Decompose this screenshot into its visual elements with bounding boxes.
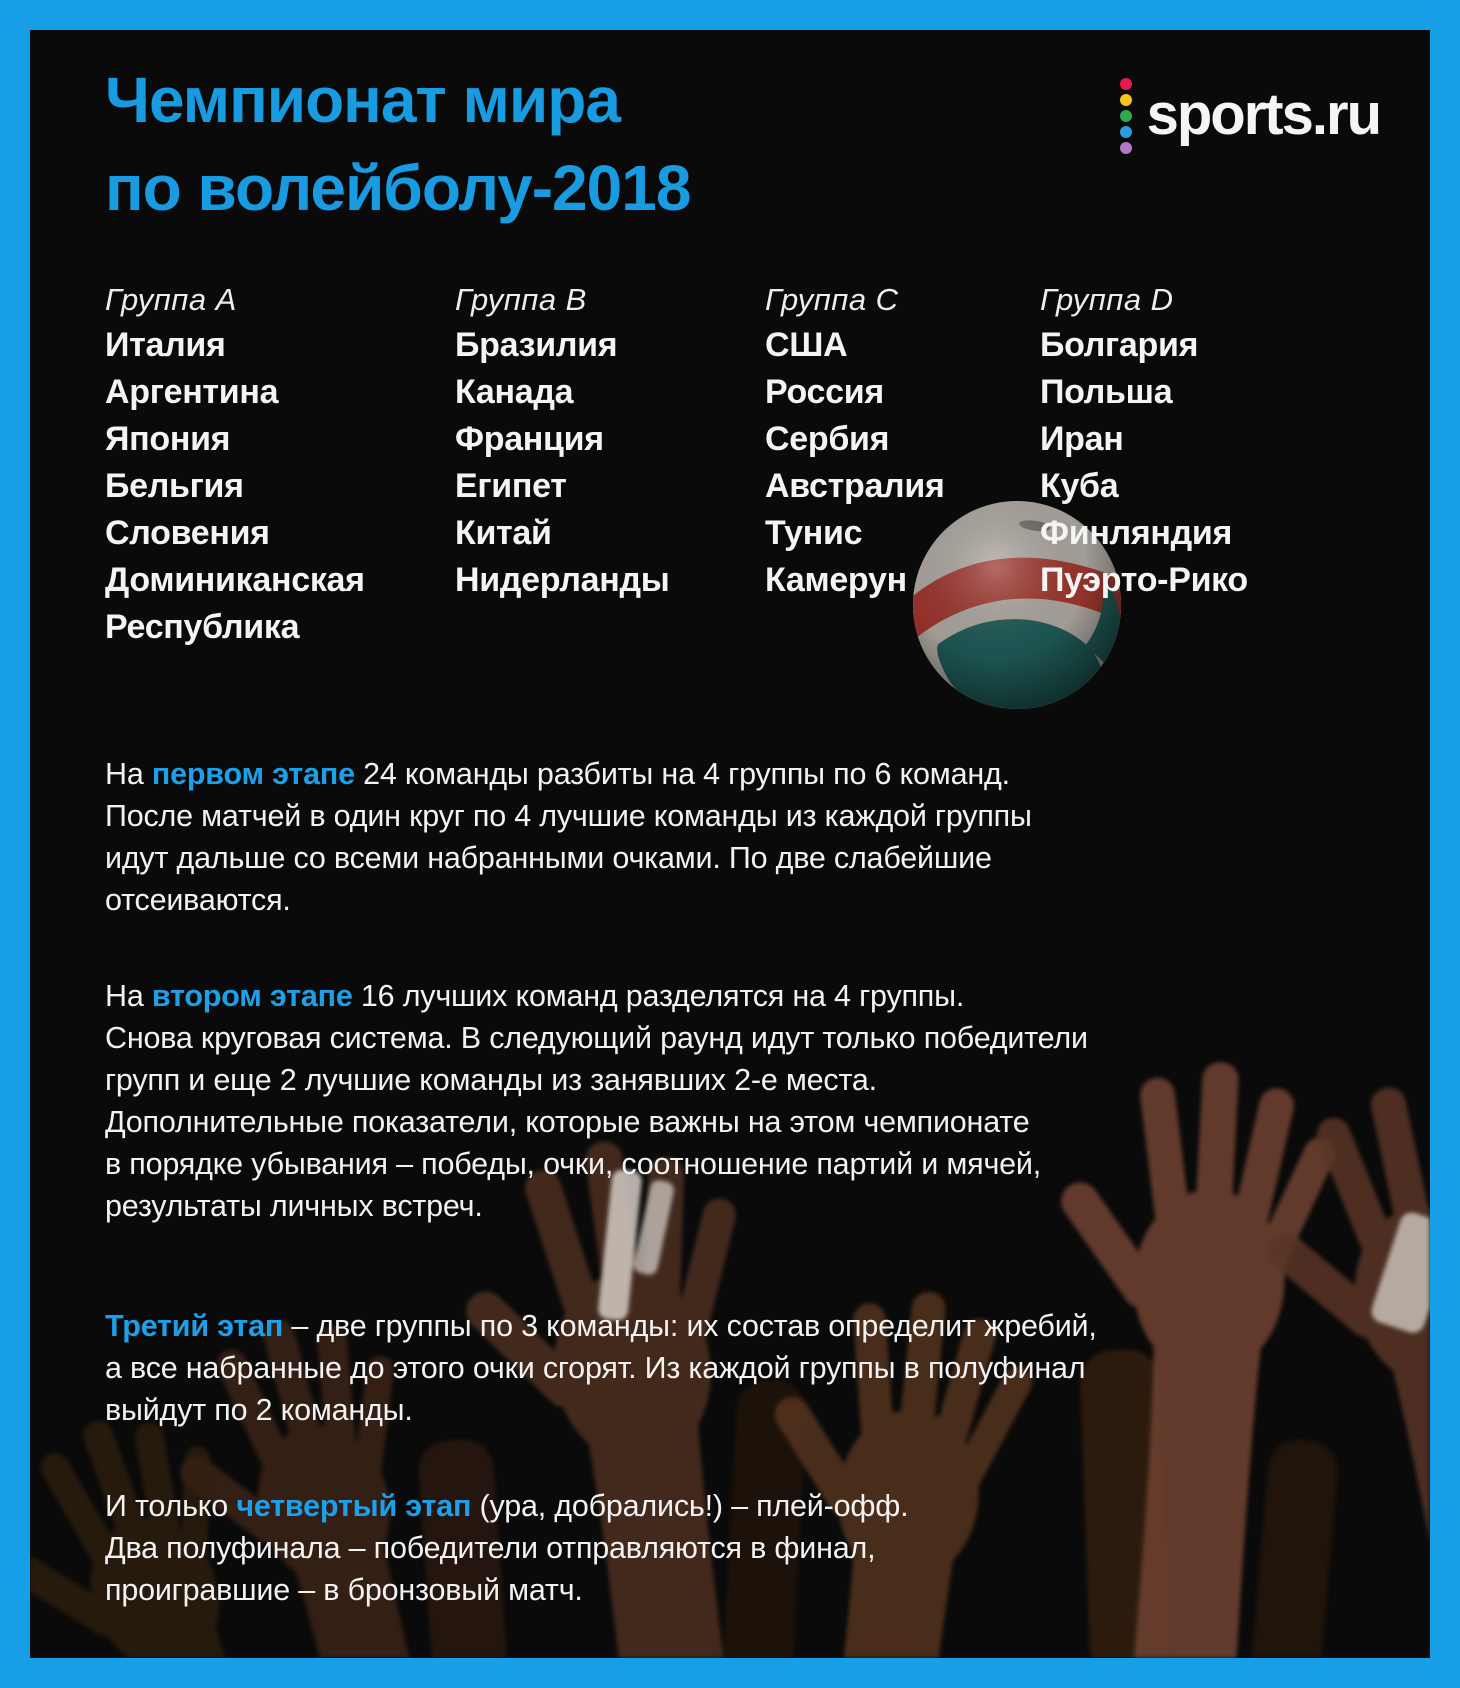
stage-text: результаты личных встреч. (105, 1189, 483, 1223)
stage-text: На (105, 757, 152, 791)
team-name: Бразилия (455, 326, 618, 364)
page-title-line2: по волейболу-2018 (105, 152, 691, 224)
stage-text: групп и еще 2 лучшие команды из занявших 2-е места. (105, 1063, 877, 1097)
team-name: Россия (765, 373, 884, 411)
stage-paragraph (105, 975, 1430, 1227)
group-column (765, 280, 1040, 651)
stage-text: а все набранные до этого очки сгорят. Из каждой группы в полуфинал (105, 1351, 1086, 1385)
team-name: Польша (1040, 373, 1173, 411)
team-name: Япония (105, 420, 231, 458)
team-name: Египет (455, 467, 567, 505)
groups-row (105, 280, 1430, 651)
sportsru-logo (1120, 76, 1380, 154)
stage-paragraph (105, 1305, 1430, 1431)
logo-dots-icon (1120, 76, 1132, 154)
logo-dot-icon (1120, 94, 1132, 106)
stage-paragraph (105, 1485, 1430, 1611)
stage-text: отсеиваются. (105, 883, 291, 917)
logo-dot-icon (1120, 110, 1132, 122)
stage-text: проигравшие – в бронзовый матч. (105, 1573, 583, 1607)
stage-name-highlight: четвертый этап (236, 1489, 472, 1523)
team-name: Нидерланды (455, 561, 670, 599)
team-name: Иран (1040, 420, 1124, 458)
infographic-panel (30, 30, 1430, 1658)
team-name: Сербия (765, 420, 890, 458)
stage-text: После матчей в один круг по 4 лучшие команды из каждой группы (105, 799, 1032, 833)
group-column (105, 280, 455, 651)
group-header: Группа D (1040, 282, 1174, 317)
logo-text: sports.ru (1146, 82, 1380, 147)
stage-text: 16 лучших команд разделятся на 4 группы. (352, 979, 965, 1013)
team-name: Франция (455, 420, 604, 458)
team-name: Австралия (765, 467, 945, 505)
logo-dot-icon (1120, 78, 1132, 90)
stage-text: Снова круговая система. В следующий раунд идут только победители (105, 1021, 1088, 1055)
stage-text: Два полуфинала – победители отправляются в финал, (105, 1531, 876, 1565)
stage-text: И только (105, 1489, 237, 1523)
team-name: Аргентина (105, 373, 279, 411)
stage-text: в порядке убывания – победы, очки, соотношение партий и мячей, (105, 1147, 1042, 1181)
stage-text: (ура, добрались!) – плей-офф. (471, 1489, 909, 1523)
logo-dot-icon (1120, 142, 1132, 154)
group-column (455, 280, 765, 651)
team-name: Камерун (765, 561, 907, 599)
team-name: Финляндия (1040, 514, 1233, 552)
stage-name-highlight: втором этапе (151, 979, 353, 1013)
stage-text: 24 команды разбиты на 4 группы по 6 команд. (354, 757, 1010, 791)
group-header: Группа A (105, 282, 237, 317)
stage-name-highlight: первом этапе (151, 757, 355, 791)
stage-paragraph (105, 753, 1430, 921)
stage-text: идут дальше со всеми набранными очками. По две слабейшие (105, 841, 992, 875)
stage-name-highlight: Третий этап (105, 1309, 284, 1343)
group-header: Группа C (765, 282, 899, 317)
team-name: США (765, 326, 848, 364)
stage-text: – две группы по 3 команды: их состав определит жребий, (283, 1309, 1097, 1343)
team-name: Италия (105, 326, 226, 364)
page-title-line1: Чемпионат мира (105, 64, 620, 136)
team-name: Доминиканская Республика (105, 561, 365, 646)
stage-text: Дополнительные показатели, которые важны на этом чемпионате (105, 1105, 1030, 1139)
team-name: Пуэрто-Рико (1040, 561, 1248, 599)
page-title (105, 56, 690, 232)
logo-dot-icon (1120, 126, 1132, 138)
stage-text: выйдут по 2 команды. (105, 1393, 413, 1427)
group-header: Группа B (455, 282, 587, 317)
team-name: Болгария (1040, 326, 1199, 364)
group-column (1040, 280, 1430, 651)
stage-description (105, 753, 1430, 1658)
team-name: Китай (455, 514, 552, 552)
team-name: Канада (455, 373, 574, 411)
stage-text: На (105, 979, 152, 1013)
team-name: Куба (1040, 467, 1119, 505)
team-name: Бельгия (105, 467, 244, 505)
team-name: Словения (105, 514, 270, 552)
team-name: Тунис (765, 514, 863, 552)
